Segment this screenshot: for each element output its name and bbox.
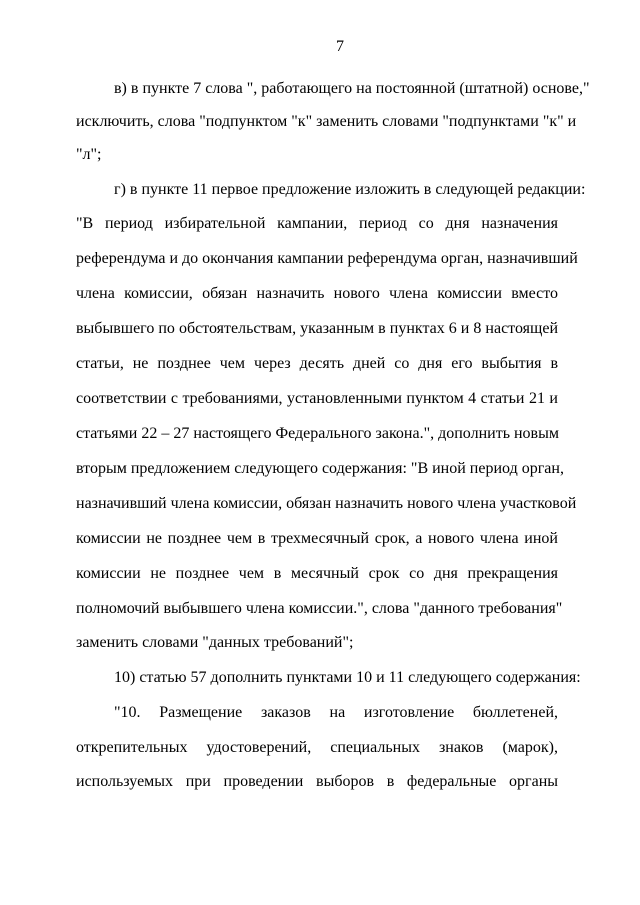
- text-line: исключить, слова "подпунктом "к" заменить словами "подпунктами "к" и: [76, 113, 577, 130]
- text-line: назначивший члена комиссии, обязан назначить нового члена участковой: [76, 495, 577, 512]
- text-line: статьями 22 – 27 настоящего Федерального закона.", дополнить новым: [76, 425, 559, 442]
- text-line: выбывшего по обстоятельствам, указанным в пунктах 6 и 8 настоящей: [76, 320, 558, 337]
- text-line: "10. Размещение заказов на изготовление бюллетеней,: [114, 704, 558, 721]
- text-line: г) в пункте 11 первое предложение изложить в следующей редакции:: [114, 181, 586, 198]
- text-line: референдума и до окончания кампании референдума орган, назначивший: [76, 250, 578, 267]
- text-line: заменить словами "данных требований";: [76, 634, 354, 651]
- text-line: соответствии с требованиями, установленными пунктом 4 статьи 21 и: [76, 390, 558, 407]
- text-line: "В период избирательной кампании, период со дня назначения: [76, 215, 558, 232]
- text-line: вторым предложением следующего содержания: "В иной период орган,: [76, 460, 564, 477]
- text-line: открепительных удостоверений, специальных знаков (марок),: [76, 739, 558, 756]
- text-line: члена комиссии, обязан назначить нового члена комиссии вместо: [76, 285, 558, 302]
- text-line: в) в пункте 7 слова ", работающего на постоянной (штатной) основе,": [114, 80, 590, 97]
- text-line: статьи, не позднее чем через десять дней со дня его выбытия в: [76, 355, 558, 372]
- text-line: комиссии не позднее чем в трехмесячный срок, а нового члена иной: [76, 530, 558, 547]
- text-line: "л";: [76, 146, 102, 163]
- text-line: комиссии не позднее чем в месячный срок со дня прекращения: [76, 565, 558, 582]
- text-line: полномочий выбывшего члена комиссии.", слова "данного требования": [76, 600, 563, 617]
- text-line: 10) статью 57 дополнить пунктами 10 и 11 следующего содержания:: [114, 669, 581, 686]
- page-number: 7: [336, 38, 344, 55]
- text-line: используемых при проведении выборов в федеральные органы: [76, 773, 558, 790]
